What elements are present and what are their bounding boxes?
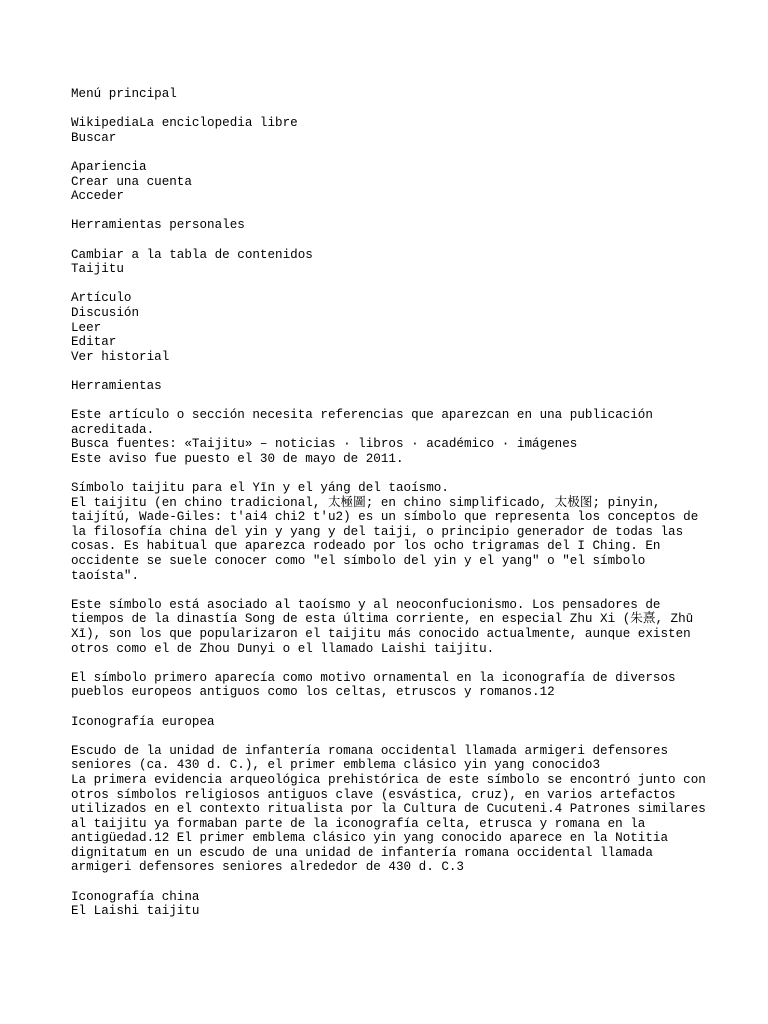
european-image-caption: Escudo de la unidad de infantería romana occidental llamada armigeri defensores seniores (ca. 430 d. C.), el primer emblema clásico yin yang conocido3 xyxy=(71,743,669,773)
main-menu-block xyxy=(71,87,711,102)
login-link[interactable]: Acceder xyxy=(71,189,124,204)
tab-read[interactable]: Leer xyxy=(71,320,102,335)
section-european-heading: Iconografía europea xyxy=(71,714,215,729)
european-section xyxy=(71,744,711,875)
tools-block xyxy=(71,379,711,394)
main-menu-button[interactable]: Menú principal xyxy=(71,87,177,101)
toc-toggle-button[interactable]: Cambiar a la tabla de contenidos xyxy=(71,247,313,262)
notice-search-sources[interactable]: Busca fuentes: «Taijitu» – noticias · libros · académico · imágenes xyxy=(71,437,578,452)
notice-date: Este aviso fue puesto el 30 de mayo de 2011. xyxy=(71,451,404,466)
section-chinese-heading: Iconografía china xyxy=(71,889,200,904)
references-notice xyxy=(71,408,711,466)
notice-text: Este artículo o sección necesita referencias que aparezcan en una publicación acreditada. xyxy=(71,408,661,437)
article-paragraph: Este símbolo está asociado al taoísmo y al neoconfucionismo. Los pensadores de tiempos de la dinastía Song de esta última corriente, en especial Zhu Xi (朱熹, Zhū Xī), son los que popularizaron el taijitu más conocido actualmente, aunque existen otros como el de Zhou Dunyi o el llamado Laishi taijitu. xyxy=(71,597,694,656)
section-heading xyxy=(71,715,711,730)
article-paragraph: El símbolo primero aparecía como motivo ornamental en la iconografía de diversos pueblos europeos antiguos como los celtas, etruscos y romanos.12 xyxy=(71,670,676,700)
header-block xyxy=(71,116,711,145)
site-logo-link[interactable]: WikipediaLa enciclopedia libre xyxy=(71,116,298,131)
page-title: Taijitu xyxy=(71,262,124,277)
tab-article[interactable]: Artículo xyxy=(71,291,132,306)
title-block xyxy=(71,248,711,277)
chinese-section xyxy=(71,890,711,919)
personal-tools-block xyxy=(71,218,711,233)
european-paragraph: La primera evidencia arqueológica prehistórica de este símbolo se encontró junto con otros símbolos religiosos antiguos clave (esvástica, cruz), en varios artefactos utilizados en el contexto ritualista por la Cultura de Cucuteni.4 Patrones similares al taijitu ya formaban parte de la iconografía celta, etrusca y romana en la antigüedad.12 El primer emblema clásico yin yang conocido aparece en la Notitia dignitatum en un escudo de una unidad de infantería romana occidental llamada armigeri defensores seniores alrededor de 430 d. C.3 xyxy=(71,772,706,875)
article-paragraph: El taijitu (en chino tradicional, 太極圖; en chino simplificado, 太极图; pinyin, taijítú, Wade-Giles: t'ai4 chi2 t'u2) es un símbolo que representa los conceptos de la filosofía china del yin y yang y del taiji, o principio generador de todas las cosas. Es habitual que aparezca rodeado por los ocho trigramas del I Ching. En occidente se suele conocer como "el símbolo del yin y el yang" o "el símbolo taoísta". xyxy=(71,495,699,583)
tab-edit[interactable]: Editar xyxy=(71,335,117,350)
image-caption: Símbolo taijitu para el Yīn y el yáng del taoísmo. xyxy=(71,481,449,496)
page-tabs xyxy=(71,291,711,364)
tools-button[interactable]: Herramientas xyxy=(71,378,162,393)
tab-discussion[interactable]: Discusión xyxy=(71,305,140,320)
tab-history[interactable]: Ver historial xyxy=(71,349,170,364)
page-content xyxy=(71,87,711,933)
appearance-button[interactable]: Apariencia xyxy=(71,159,147,174)
account-block xyxy=(71,160,711,204)
article-body xyxy=(71,481,711,919)
subsection-laishi-heading: El Laishi taijitu xyxy=(71,904,200,919)
create-account-link[interactable]: Crear una cuenta xyxy=(71,174,192,189)
search-link[interactable]: Buscar xyxy=(71,130,117,145)
personal-tools-button[interactable]: Herramientas personales xyxy=(71,218,245,233)
